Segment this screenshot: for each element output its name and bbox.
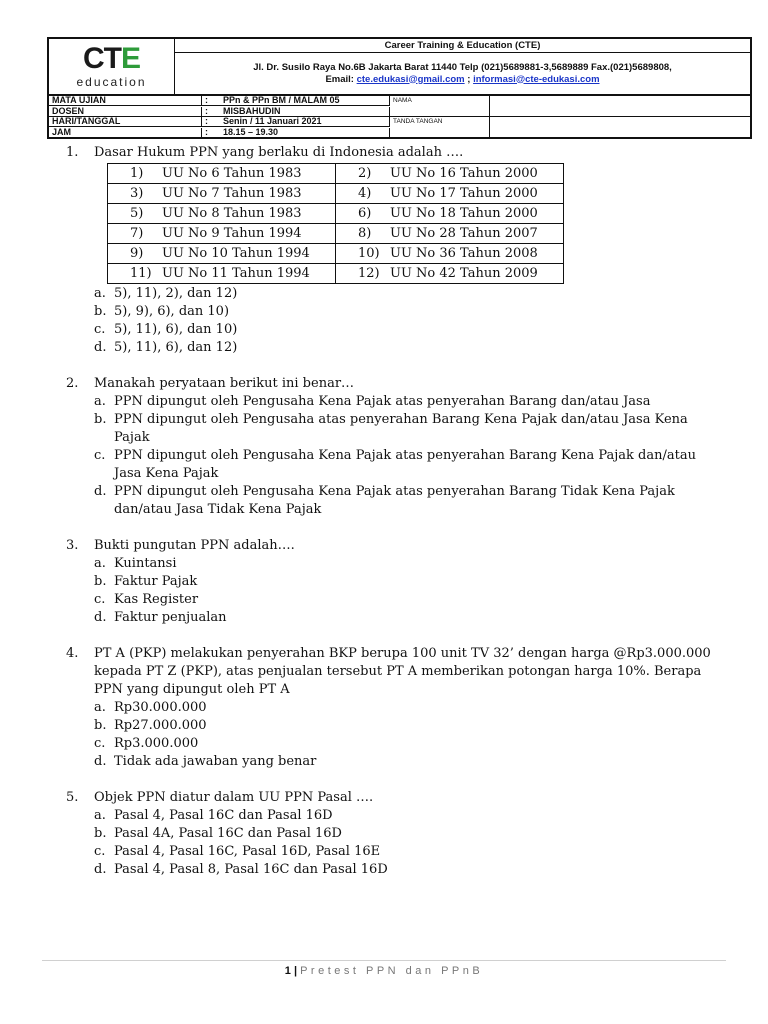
table-row — [108, 184, 564, 204]
table-cell: 1) UU No 6 Tahun 1983 — [108, 164, 336, 184]
table-cell: 12) UU No 42 Tahun 2009 — [336, 264, 564, 284]
info-value-mata-ujian — [202, 96, 390, 106]
question-text: Objek PPN diatur dalam UU PPN Pasal …. — [94, 790, 374, 805]
question-number: 1. — [66, 145, 79, 160]
email-line — [175, 74, 750, 86]
answer-option: c. Pasal 4, Pasal 16C, Pasal 16D, Pasal 16E — [94, 844, 381, 859]
question-2 — [66, 375, 726, 393]
table-row — [108, 264, 564, 284]
email-separator: ; — [467, 73, 471, 85]
answer-options — [94, 555, 726, 627]
organization-address — [175, 53, 750, 94]
answer-option: a. PPN dipungut oleh Pengusaha Kena Pajak atas penyerahan Barang dan/atau Jasa — [94, 394, 651, 409]
question-5 — [66, 789, 726, 807]
answer-option: c. Kas Register — [94, 592, 199, 607]
table-cell: 10) UU No 36 Tahun 2008 — [336, 244, 564, 264]
table-cell: 3) UU No 7 Tahun 1983 — [108, 184, 336, 204]
page-footer — [0, 965, 768, 977]
question-4 — [66, 645, 726, 699]
question-number: 3. — [66, 538, 79, 553]
answer-option: a. Kuintansi — [94, 556, 177, 571]
answer-options — [94, 393, 726, 519]
question-number: 5. — [66, 790, 79, 805]
question-text: Manakah peryataan berikut ini benar… — [94, 376, 355, 391]
answer-option: d. Tidak ada jawaban yang benar — [94, 754, 317, 769]
question-text: Dasar Hukum PPN yang berlaku di Indonesia adalah …. — [94, 145, 464, 160]
page-number: 1 — [284, 965, 291, 977]
info-label-dosen: DOSEN — [49, 107, 202, 117]
info-value-dosen — [202, 107, 390, 117]
email-label: Email: — [325, 73, 354, 85]
law-reference-table — [107, 163, 564, 284]
email-link-primary[interactable]: cte.edukasi@gmail.com — [356, 73, 465, 85]
value-text: 18.15 – 19.30 — [223, 127, 279, 137]
footer-title: Pretest PPN dan PPnB — [300, 965, 484, 977]
organization-name: Career Training & Education (CTE) — [175, 39, 750, 53]
table-row — [108, 224, 564, 244]
question-number: 4. — [66, 646, 79, 661]
question-list — [66, 144, 726, 879]
email-link-secondary[interactable]: informasi@cte-edukasi.com — [473, 73, 600, 85]
logo-subtitle: education — [76, 74, 147, 89]
table-cell: 4) UU No 17 Tahun 2000 — [336, 184, 564, 204]
answer-options — [94, 285, 726, 357]
exam-header — [47, 37, 752, 139]
answer-option: d. 5), 11), 6), dan 12) — [94, 340, 238, 355]
table-cell: 6) UU No 18 Tahun 2000 — [336, 204, 564, 224]
answer-option: a. Rp30.000.000 — [94, 700, 207, 715]
tanda-tangan-label: TANDA TANGAN — [390, 117, 490, 137]
table-row — [108, 204, 564, 224]
colon: : — [205, 127, 208, 137]
answer-option: c. PPN dipungut oleh Pengusaha Kena Pajak atas penyerahan Barang Kena Pajak dan/atau Jasa Kena Pajak — [94, 448, 696, 481]
table-cell: 11) UU No 11 Tahun 1994 — [108, 264, 336, 284]
question-1 — [66, 144, 726, 162]
answer-option: c. 5), 11), 6), dan 10) — [94, 322, 238, 337]
organization-block — [175, 39, 750, 94]
cte-logo — [49, 39, 175, 94]
value-text: PPn & PPn BM / MALAM 05 — [223, 96, 340, 105]
header-top-row — [49, 39, 750, 96]
value-text: MISBAHUDIN — [223, 106, 281, 116]
info-value-hari-tanggal — [202, 117, 390, 127]
exam-info-grid — [49, 96, 750, 137]
answer-option: d. PPN dipungut oleh Pengusaha Kena Pajak atas penyerahan Barang Tidak Kena Pajak dan/atau Jasa Tidak Kena Pajak — [94, 484, 675, 517]
value-text: Senin / 11 Januari 2021 — [223, 117, 322, 126]
table-cell: 8) UU No 28 Tahun 2007 — [336, 224, 564, 244]
answer-option: c. Rp3.000.000 — [94, 736, 199, 751]
footer-separator: | — [293, 965, 298, 977]
tanda-tangan-field[interactable] — [490, 117, 750, 137]
table-cell: 9) UU No 10 Tahun 1994 — [108, 244, 336, 264]
info-value-jam — [202, 128, 390, 137]
address-line: Jl. Dr. Susilo Raya No.6B Jakarta Barat 11440 Telp (021)5689881-3,5689889 Fax.(021)5689808, — [253, 61, 672, 73]
table-row — [108, 164, 564, 184]
table-cell: 5) UU No 8 Tahun 1983 — [108, 204, 336, 224]
nama-field[interactable] — [490, 96, 750, 117]
answer-option: b. Pasal 4A, Pasal 16C dan Pasal 16D — [94, 826, 342, 841]
info-label-mata-ujian: MATA UJIAN — [49, 96, 202, 106]
question-text: Bukti pungutan PPN adalah…. — [94, 538, 295, 553]
colon: : — [205, 96, 208, 105]
answer-option: a. Pasal 4, Pasal 16C dan Pasal 16D — [94, 808, 333, 823]
answer-option: b. Faktur Pajak — [94, 574, 198, 589]
answer-options — [94, 807, 726, 879]
footer-divider — [42, 960, 726, 961]
info-label-jam: JAM — [49, 128, 202, 137]
answer-option: b. 5), 9), 6), dan 10) — [94, 304, 230, 319]
answer-option: b. PPN dipungut oleh Pengusaha atas penyerahan Barang Kena Pajak dan/atau Jasa Kena Pajak — [94, 412, 688, 445]
question-text: PT A (PKP) melakukan penyerahan BKP berupa 100 unit TV 32’ dengan harga @Rp3.000.000 kepada PT Z (PKP), atas penjualan tersebut PT A memberikan potongan harga 10%. Berapa PPN yang dipungut oleh PT A — [94, 646, 711, 697]
table-cell: 2) UU No 16 Tahun 2000 — [336, 164, 564, 184]
answer-option: d. Pasal 4, Pasal 8, Pasal 16C dan Pasal 16D — [94, 862, 388, 877]
nama-label: NAMA — [390, 96, 490, 117]
question-number: 2. — [66, 376, 79, 391]
question-3 — [66, 537, 726, 555]
answer-option: a. 5), 11), 2), dan 12) — [94, 286, 238, 301]
colon: : — [205, 106, 208, 116]
table-cell: 7) UU No 9 Tahun 1994 — [108, 224, 336, 244]
answer-options — [94, 699, 726, 771]
logo-mark: CTE — [82, 41, 140, 75]
info-label-hari-tanggal: HARI/TANGGAL — [49, 117, 202, 127]
colon: : — [205, 117, 208, 126]
table-row — [108, 244, 564, 264]
answer-option: d. Faktur penjualan — [94, 610, 227, 625]
answer-option: b. Rp27.000.000 — [94, 718, 207, 733]
